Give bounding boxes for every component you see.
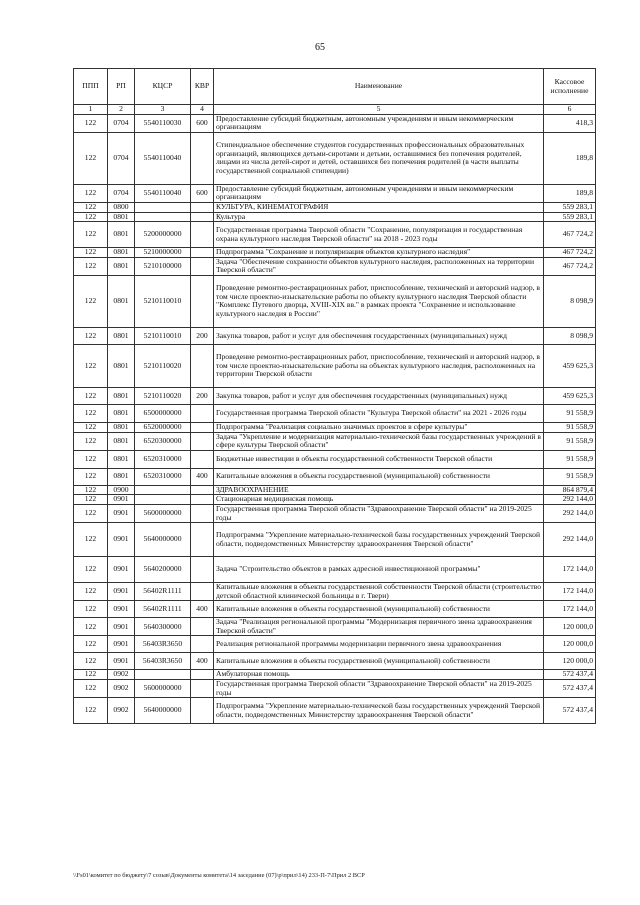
cell-kcsr: 6520310000 [135, 468, 191, 485]
cell-rz: 0901 [108, 636, 135, 653]
cell-kvr: 400 [191, 653, 214, 670]
table-row [74, 212, 596, 222]
cell-rz: 0801 [108, 257, 135, 275]
cell-kvr [191, 202, 214, 212]
table-row [74, 653, 596, 670]
cell-rz: 0801 [108, 222, 135, 248]
cell-name: Капитальные вложения в объекты государственной (муниципальной) собственности [214, 601, 544, 618]
cell-rz: 0902 [108, 670, 135, 680]
cell-ppp: 122 [74, 222, 108, 248]
cell-rz: 0900 [108, 485, 135, 495]
header-kvr: КВР [191, 69, 214, 105]
cell-kvr: 200 [191, 327, 214, 344]
table-row [74, 698, 596, 724]
cell-kcsr: 5640200000 [135, 557, 191, 583]
cell-kvr [191, 504, 214, 522]
footer-file-path: \\Fs01\комитет по бюджету\7 созыв\Документы комитета\14 заседание (07)\р\прил\14) 233-П-7\Прил 2 ВСР [73, 872, 365, 879]
cell-amount: 467 724,2 [544, 222, 596, 248]
cell-kcsr: 5210110020 [135, 344, 191, 387]
cell-kvr [191, 132, 214, 184]
cell-ppp: 122 [74, 184, 108, 202]
table-row [74, 184, 596, 202]
cell-kcsr: 6520300000 [135, 432, 191, 450]
cell-ppp: 122 [74, 495, 108, 505]
cell-amount: 559 283,1 [544, 202, 596, 212]
table-row [74, 202, 596, 212]
cell-ppp: 122 [74, 114, 108, 132]
cell-ppp: 122 [74, 601, 108, 618]
cell-kcsr: 5640300000 [135, 618, 191, 636]
cell-rz: 0801 [108, 327, 135, 344]
table-row [74, 670, 596, 680]
cell-rz: 0901 [108, 601, 135, 618]
column-number: 1 [74, 105, 108, 115]
cell-kcsr [135, 495, 191, 505]
cell-kcsr: 5200000000 [135, 222, 191, 248]
table-column-numbers [74, 105, 596, 115]
cell-name: Подпрограмма "Сохранение и популяризация объектов культурного наследия" [214, 248, 544, 258]
cell-kvr: 400 [191, 468, 214, 485]
cell-kvr [191, 618, 214, 636]
cell-kcsr: 5210110010 [135, 275, 191, 327]
table-row [74, 344, 596, 387]
cell-amount: 91 558,9 [544, 450, 596, 468]
cell-ppp: 122 [74, 422, 108, 432]
cell-name: Проведение ремонтно-реставрационных работ, приспособление, технический и авторский надзор, в том числе проектно-изыскательские работы на объектах культурного наследия, расположенных на территории Тверской области [214, 344, 544, 387]
cell-rz: 0801 [108, 212, 135, 222]
table-row [74, 601, 596, 618]
table-row [74, 275, 596, 327]
cell-kvr [191, 523, 214, 557]
cell-ppp: 122 [74, 450, 108, 468]
cell-rz: 0901 [108, 495, 135, 505]
cell-ppp: 122 [74, 485, 108, 495]
cell-amount: 559 283,1 [544, 212, 596, 222]
table-row [74, 432, 596, 450]
cell-amount: 8 098,9 [544, 327, 596, 344]
table-row [74, 485, 596, 495]
cell-name: Бюджетные инвестиции в объекты государственной собственности Тверской области [214, 450, 544, 468]
cell-ppp: 122 [74, 583, 108, 601]
cell-name: Стипендиальное обеспечение студентов государственных профессиональных образовательных организаций, являющихся детьми-сиротами и детьми, оставшимися без попечения родителей, лицами из числа детей-сирот и детей, оставшихся без попечения родителей (в части выплаты государственной социальной стипендии) [214, 132, 544, 184]
cell-rz: 0801 [108, 344, 135, 387]
cell-amount: 172 144,0 [544, 557, 596, 583]
cell-amount: 467 724,2 [544, 248, 596, 258]
cell-ppp: 122 [74, 275, 108, 327]
cell-ppp: 122 [74, 212, 108, 222]
cell-amount: 91 558,9 [544, 468, 596, 485]
cell-kvr: 600 [191, 114, 214, 132]
budget-table [73, 68, 596, 724]
table-row [74, 404, 596, 422]
cell-kvr [191, 485, 214, 495]
table-row [74, 387, 596, 404]
cell-kvr [191, 275, 214, 327]
table-row [74, 495, 596, 505]
cell-kvr [191, 670, 214, 680]
cell-kcsr: 5210110010 [135, 327, 191, 344]
table-row [74, 468, 596, 485]
cell-ppp: 122 [74, 387, 108, 404]
cell-kcsr: 56403R3650 [135, 653, 191, 670]
cell-kcsr: 5540110040 [135, 184, 191, 202]
cell-rz: 0801 [108, 275, 135, 327]
cell-rz: 0801 [108, 248, 135, 258]
cell-name: КУЛЬТУРА, КИНЕМАТОГРАФИЯ [214, 202, 544, 212]
table-row [74, 583, 596, 601]
cell-kvr [191, 636, 214, 653]
cell-rz: 0801 [108, 450, 135, 468]
cell-amount: 572 437,4 [544, 680, 596, 698]
cell-amount: 91 558,9 [544, 422, 596, 432]
cell-rz: 0704 [108, 184, 135, 202]
cell-name: Предоставление субсидий бюджетным, автономным учреждениям и иным некоммерческим организациям [214, 114, 544, 132]
cell-name: Государственная программа Тверской области "Сохранение, популяризация и государственная охрана культурного наследия Тверской области" на 2018 - 2023 годы [214, 222, 544, 248]
cell-rz: 0801 [108, 432, 135, 450]
cell-name: Капитальные вложения в объекты государственной собственности Тверской области (строительство детской областной клинической больницы в г. Твери) [214, 583, 544, 601]
cell-rz: 0801 [108, 387, 135, 404]
cell-amount: 572 437,4 [544, 670, 596, 680]
cell-ppp: 122 [74, 523, 108, 557]
cell-ppp: 122 [74, 653, 108, 670]
cell-kvr: 400 [191, 601, 214, 618]
cell-ppp: 122 [74, 432, 108, 450]
cell-kcsr: 5540110030 [135, 114, 191, 132]
cell-ppp: 122 [74, 257, 108, 275]
cell-amount: 467 724,2 [544, 257, 596, 275]
table-row [74, 504, 596, 522]
cell-kvr [191, 680, 214, 698]
cell-rz: 0901 [108, 523, 135, 557]
cell-rz: 0704 [108, 132, 135, 184]
page-number: 65 [315, 42, 325, 53]
cell-name: Задача "Укрепление и модернизация материально-технической базы государственных учреждений в сфере культуры Тверской области" [214, 432, 544, 450]
cell-ppp: 122 [74, 248, 108, 258]
cell-ppp: 122 [74, 618, 108, 636]
cell-ppp: 122 [74, 344, 108, 387]
cell-name: Государственная программа Тверской области "Здравоохранение Тверской области" на 2019-2025 годы [214, 680, 544, 698]
cell-ppp: 122 [74, 327, 108, 344]
cell-kvr [191, 422, 214, 432]
header-rz: РП [108, 69, 135, 105]
cell-rz: 0901 [108, 653, 135, 670]
cell-kcsr: 56403R3650 [135, 636, 191, 653]
cell-kvr [191, 698, 214, 724]
cell-kvr [191, 222, 214, 248]
cell-amount: 91 558,9 [544, 432, 596, 450]
table-row [74, 523, 596, 557]
cell-name: Капитальные вложения в объекты государственной (муниципальной) собственности [214, 468, 544, 485]
cell-kvr [191, 248, 214, 258]
table-row [74, 248, 596, 258]
cell-kcsr: 6520310000 [135, 450, 191, 468]
cell-kcsr: 5600000000 [135, 504, 191, 522]
cell-kcsr: 5640000000 [135, 698, 191, 724]
cell-rz: 0704 [108, 114, 135, 132]
table-header-row [74, 69, 596, 105]
cell-name: Задача "Строительство объектов в рамках адресной инвестиционной программы" [214, 557, 544, 583]
table-row [74, 450, 596, 468]
cell-rz: 0801 [108, 468, 135, 485]
cell-amount: 572 437,4 [544, 698, 596, 724]
cell-name: Подпрограмма "Укрепление материально-технической базы государственных учреждений Тверской области, подведомственных Министерству здравоохранения Тверской области" [214, 523, 544, 557]
header-kcsr: КЦСР [135, 69, 191, 105]
cell-kvr [191, 212, 214, 222]
cell-kvr [191, 344, 214, 387]
header-ppp: ППП [74, 69, 108, 105]
cell-kcsr [135, 485, 191, 495]
cell-kvr [191, 583, 214, 601]
cell-name: Подпрограмма "Укрепление материально-технической базы государственных учреждений Тверской области, подведомственных Министерству здравоохранения Тверской области" [214, 698, 544, 724]
cell-amount: 189,8 [544, 184, 596, 202]
cell-ppp: 122 [74, 468, 108, 485]
cell-name: Закупка товаров, работ и услуг для обеспечения государственных (муниципальных) нужд [214, 327, 544, 344]
cell-ppp: 122 [74, 504, 108, 522]
table-row [74, 222, 596, 248]
cell-name: Государственная программа Тверской области "Здравоохранение Тверской области" на 2019-2025 годы [214, 504, 544, 522]
cell-kcsr [135, 212, 191, 222]
cell-ppp: 122 [74, 698, 108, 724]
cell-ppp: 122 [74, 404, 108, 422]
cell-ppp: 122 [74, 636, 108, 653]
cell-name: Реализация региональной программы модернизации первичного звена здравоохранения [214, 636, 544, 653]
cell-name: Закупка товаров, работ и услуг для обеспечения государственных (муниципальных) нужд [214, 387, 544, 404]
table-row [74, 422, 596, 432]
cell-kcsr: 5540110040 [135, 132, 191, 184]
column-number: 4 [191, 105, 214, 115]
cell-name: ЗДРАВООХРАНЕНИЕ [214, 485, 544, 495]
cell-kcsr: 5600000000 [135, 680, 191, 698]
header-amount: Кассовое исполнение [544, 69, 596, 105]
cell-name: Проведение ремонтно-реставрационных работ, приспособление, технический и авторский надзор, в том числе проектно-изыскательские работы по объекту культурного наследия Тверской области "Комплекс Путевого дворца, XVIII-XIX вв." в рамках проекта "Сохранение и использование культурного наследия в России" [214, 275, 544, 327]
cell-amount: 292 144,0 [544, 523, 596, 557]
column-number: 5 [214, 105, 544, 115]
cell-rz: 0801 [108, 404, 135, 422]
cell-rz: 0902 [108, 680, 135, 698]
cell-amount: 418,3 [544, 114, 596, 132]
cell-rz: 0901 [108, 618, 135, 636]
cell-name: Предоставление субсидий бюджетным, автономным учреждениям и иным некоммерческим организациям [214, 184, 544, 202]
cell-kcsr: 5210100000 [135, 257, 191, 275]
cell-kvr [191, 450, 214, 468]
cell-name: Стационарная медицинская помощь [214, 495, 544, 505]
cell-amount: 172 144,0 [544, 583, 596, 601]
cell-kvr [191, 404, 214, 422]
header-name: Наименование [214, 69, 544, 105]
cell-kvr [191, 495, 214, 505]
cell-name: Подпрограмма "Реализация социально значимых проектов в сфере культуры" [214, 422, 544, 432]
cell-name: Государственная программа Тверской области "Культура Тверской области" на 2021 - 2026 годы [214, 404, 544, 422]
cell-kcsr: 6520000000 [135, 422, 191, 432]
cell-ppp: 122 [74, 202, 108, 212]
table-row [74, 618, 596, 636]
cell-amount: 91 558,9 [544, 404, 596, 422]
column-number: 3 [135, 105, 191, 115]
cell-ppp: 122 [74, 670, 108, 680]
cell-kvr [191, 432, 214, 450]
cell-kcsr: 5640000000 [135, 523, 191, 557]
table-body [74, 114, 596, 724]
cell-amount: 189,8 [544, 132, 596, 184]
cell-amount: 8 098,9 [544, 275, 596, 327]
table-row [74, 636, 596, 653]
cell-rz: 0902 [108, 698, 135, 724]
column-number: 2 [108, 105, 135, 115]
cell-rz: 0901 [108, 583, 135, 601]
cell-name: Капитальные вложения в объекты государственной (муниципальной) собственности [214, 653, 544, 670]
cell-ppp: 122 [74, 680, 108, 698]
cell-kvr [191, 257, 214, 275]
cell-kcsr: 5210110020 [135, 387, 191, 404]
cell-rz: 0801 [108, 422, 135, 432]
cell-name: Культура [214, 212, 544, 222]
cell-kcsr [135, 670, 191, 680]
cell-kvr: 600 [191, 184, 214, 202]
cell-amount: 120 000,0 [544, 653, 596, 670]
cell-rz: 0901 [108, 504, 135, 522]
table-row [74, 680, 596, 698]
cell-name: Задача "Обеспечение сохранности объектов культурного наследия, расположенных на территории Тверской области" [214, 257, 544, 275]
cell-kvr [191, 557, 214, 583]
cell-ppp: 122 [74, 132, 108, 184]
cell-rz: 0901 [108, 557, 135, 583]
table-row [74, 257, 596, 275]
cell-amount: 292 144,0 [544, 495, 596, 505]
cell-amount: 459 625,3 [544, 344, 596, 387]
cell-amount: 864 879,4 [544, 485, 596, 495]
cell-kcsr [135, 202, 191, 212]
cell-amount: 459 625,3 [544, 387, 596, 404]
cell-kcsr: 5210000000 [135, 248, 191, 258]
cell-kcsr: 56402R1111 [135, 601, 191, 618]
cell-kvr: 200 [191, 387, 214, 404]
cell-kcsr: 6500000000 [135, 404, 191, 422]
column-number: 6 [544, 105, 596, 115]
cell-amount: 120 000,0 [544, 636, 596, 653]
cell-amount: 172 144,0 [544, 601, 596, 618]
table-row [74, 114, 596, 132]
cell-ppp: 122 [74, 557, 108, 583]
cell-name: Амбулаторная помощь [214, 670, 544, 680]
table-row [74, 327, 596, 344]
table-row [74, 132, 596, 184]
cell-amount: 292 144,0 [544, 504, 596, 522]
cell-amount: 120 000,0 [544, 618, 596, 636]
cell-name: Задача "Реализация региональной программы "Модернизация первичного звена здравоохранения Тверской области" [214, 618, 544, 636]
table-row [74, 557, 596, 583]
cell-kcsr: 56402R1111 [135, 583, 191, 601]
cell-rz: 0800 [108, 202, 135, 212]
